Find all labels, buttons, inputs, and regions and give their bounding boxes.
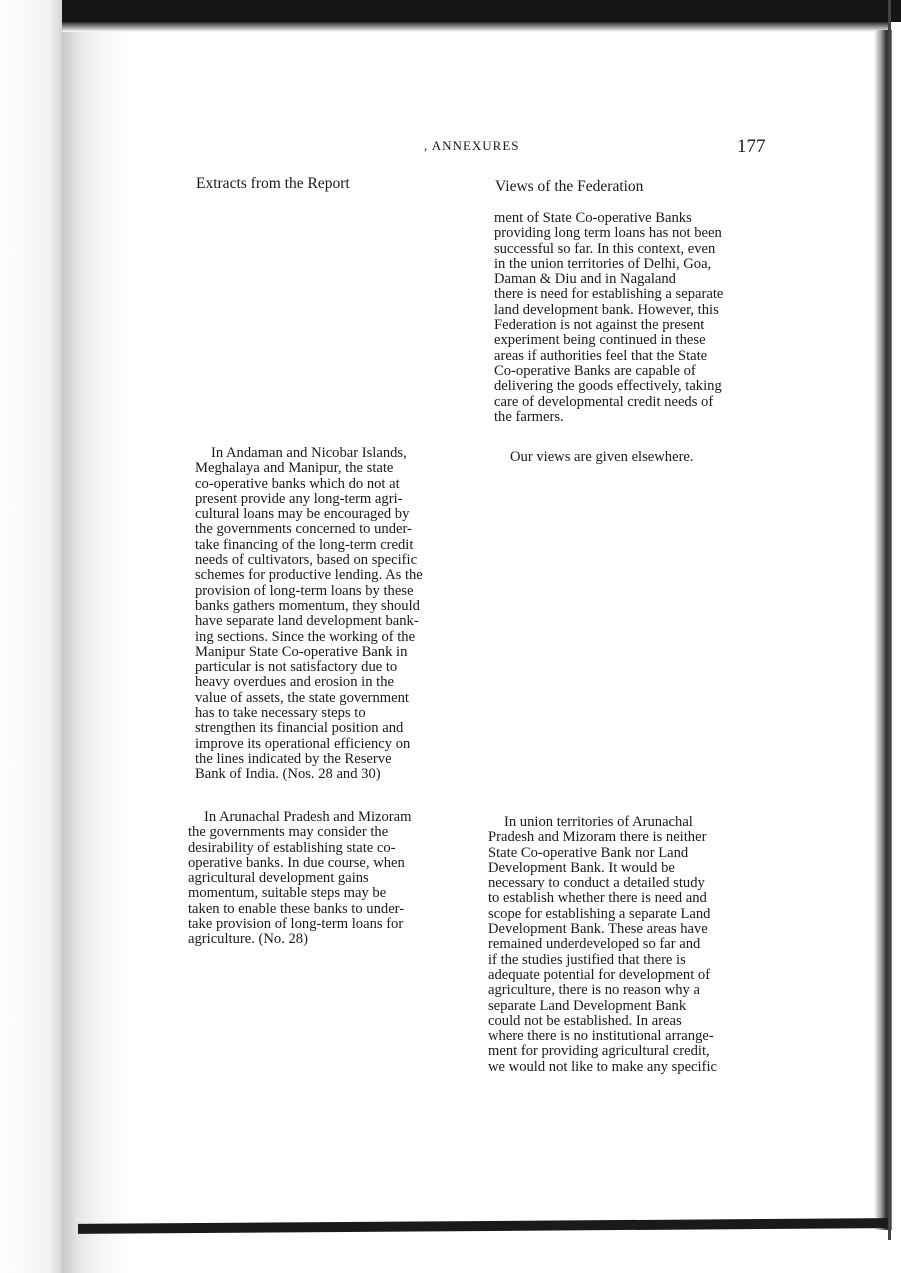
text-line: the governments concerned to under- xyxy=(195,521,412,538)
text-line: have separate land development bank- xyxy=(195,613,419,630)
right-column-title: Views of the Federation xyxy=(495,178,644,195)
scan-right-edge-line xyxy=(888,0,891,1240)
text-line: Manipur State Co-operative Bank in xyxy=(195,643,408,660)
text-line: desirability of establishing state co- xyxy=(188,839,396,856)
text-line: experiment being continued in these xyxy=(494,332,706,349)
right-paragraph-union-territories xyxy=(488,815,717,1075)
text-line: areas if authorities feel that the State xyxy=(494,347,708,364)
text-line: schemes for productive lending. As the xyxy=(195,567,423,584)
text-line: Pradesh and Mizoram there is neither xyxy=(488,829,707,846)
text-line: where there is no institutional arrange- xyxy=(488,1028,714,1045)
text-line: provision of long-term loans by these xyxy=(195,582,414,599)
page-number: 177 xyxy=(737,136,766,157)
text-line: scope for establishing a separate Land xyxy=(488,905,711,922)
text-line: ment of State Co-operative Banks xyxy=(494,210,692,226)
text-line: agricultural development gains xyxy=(188,870,369,887)
text-line: agriculture, there is no reason why a xyxy=(488,982,700,999)
text-line: in the union territories of Delhi, Goa, xyxy=(494,255,712,272)
text-line: strengthen its financial position and xyxy=(195,720,404,737)
book-gutter-shadow xyxy=(62,0,132,1273)
scan-bottom-edge xyxy=(78,1218,888,1234)
text-line: operative banks. In due course, when xyxy=(188,854,405,871)
scan-top-edge-fade xyxy=(62,22,888,32)
text-line: taken to enable these banks to under- xyxy=(188,900,405,917)
running-head: , ANNEXURES xyxy=(424,138,520,153)
text-line: present provide any long-term agri- xyxy=(195,490,403,507)
text-line: ing sections. Since the working of the xyxy=(195,628,416,645)
left-column-title: Extracts from the Report xyxy=(196,175,350,192)
text-line: In Arunachal Pradesh and Mizoram xyxy=(204,809,412,825)
text-line: Our views are given elsewhere. xyxy=(510,449,694,465)
text-line: if the studies justified that there is xyxy=(488,951,686,968)
text-line: the governments may consider the xyxy=(188,824,389,841)
text-line: necessary to conduct a detailed study xyxy=(488,875,705,892)
text-line: take financing of the long-term credit xyxy=(195,536,414,553)
text-line: adequate potential for development of xyxy=(488,966,711,983)
text-line: co-operative banks which do not at xyxy=(195,475,400,492)
text-line: the lines indicated by the Reserve xyxy=(195,750,392,767)
text-line: separate Land Development Bank xyxy=(488,997,687,1014)
text-line: Development Bank. These areas have xyxy=(488,921,708,938)
text-line: has to take necessary steps to xyxy=(195,705,366,722)
text-line: Federation is not against the present xyxy=(494,317,705,334)
text-line: ment for providing agricultural credit, xyxy=(488,1043,710,1060)
scan-top-edge xyxy=(62,0,901,22)
text-line: value of assets, the state government xyxy=(195,689,409,706)
text-line: could not be established. In areas xyxy=(488,1012,682,1029)
text-line: providing long term loans has not been xyxy=(494,225,722,242)
text-line: there is need for establishing a separate xyxy=(494,286,724,303)
text-line: land development bank. However, this xyxy=(494,301,719,318)
text-line: the farmers. xyxy=(494,408,564,425)
left-paragraph-arunachal xyxy=(188,810,412,948)
text-line: banks gathers momentum, they should xyxy=(195,597,420,614)
text-line: Bank of India. (Nos. 28 and 30) xyxy=(195,766,381,783)
text-line: remained underdeveloped so far and xyxy=(488,936,701,953)
scan-margin-shadow xyxy=(0,0,62,1273)
text-line: heavy overdues and erosion in the xyxy=(195,674,394,691)
text-line: care of developmental credit needs of xyxy=(494,393,714,410)
text-line: we would not like to make any specific xyxy=(488,1058,717,1075)
text-line: In union territories of Arunachal xyxy=(504,814,693,830)
text-line: particular is not satisfactory due to xyxy=(195,659,398,676)
text-line: improve its operational efficiency on xyxy=(195,735,411,752)
text-line: cultural loans may be encouraged by xyxy=(195,506,410,523)
text-line: successful so far. In this context, even xyxy=(494,240,716,257)
text-line: agriculture. (No. 28) xyxy=(188,931,308,948)
text-line: to establish whether there is need and xyxy=(488,890,707,907)
right-paragraph-continuation xyxy=(494,211,723,425)
left-paragraph-andaman xyxy=(195,446,423,783)
text-line: delivering the goods effectively, taking xyxy=(494,378,722,395)
text-line: Daman & Diu and in Nagaland xyxy=(494,271,676,288)
text-line: State Co-operative Bank nor Land xyxy=(488,844,689,861)
text-line: Co-operative Banks are capable of xyxy=(494,362,696,379)
text-line: needs of cultivators, based on specific xyxy=(195,552,418,569)
text-line: In Andaman and Nicobar Islands, xyxy=(211,445,407,461)
right-paragraph-views-elsewhere xyxy=(510,450,694,465)
text-line: Meghalaya and Manipur, the state xyxy=(195,460,394,477)
text-line: take provision of long-term loans for xyxy=(188,916,404,933)
text-line: momentum, suitable steps may be xyxy=(188,885,387,902)
text-line: Development Bank. It would be xyxy=(488,859,675,876)
